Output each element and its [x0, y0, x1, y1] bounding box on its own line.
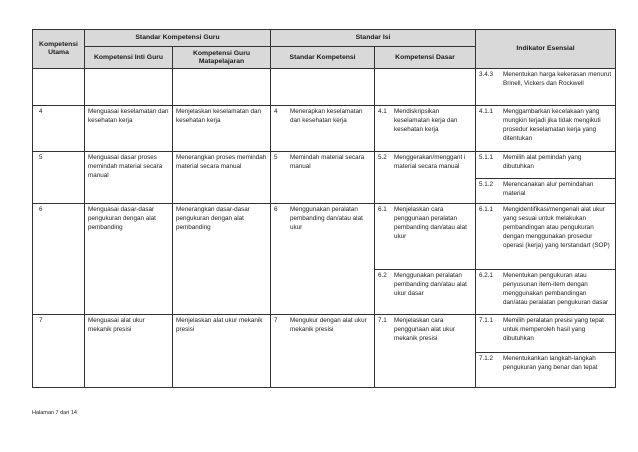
kompetensi-inti-cell: Menguasai dasar-dasar pengukuran dengan alat pembanding — [85, 204, 173, 315]
kompetensi-inti-cell: Menguasai keselamatan dan kesehatan kerja — [85, 106, 173, 152]
kompetensi-utama-cell: 7 — [33, 315, 85, 388]
table-row — [33, 106, 616, 152]
indikator-cell: 4.1.1 Menggambarkan kecelakaan yang mungkin terjadi jika tidak mengikuti prosedur keselamatan kerja yang ditentukan — [476, 106, 616, 152]
indikator-cell: 5.1.1 Memilih alat pemindah yang dibutuhkan — [476, 152, 616, 179]
standar-kompetensi-cell: 4 Menerapkan keselamatan dan kesehatan kerja — [271, 106, 375, 152]
kompetensi-utama-cell: 5 — [33, 152, 85, 204]
header-indikator-esensial: Indikator Esensial — [476, 30, 616, 69]
competency-table — [32, 29, 616, 388]
kompetensi-utama-cell: 6 — [33, 204, 85, 315]
standar-kompetensi-cell: 5 Memindah material secara manual — [271, 152, 375, 204]
kompetensi-mapel-cell: Menerangkan proses memindah material secara manual — [173, 152, 271, 204]
kompetensi-inti-cell: Menguasai dasar proses memindah material secara manual — [85, 152, 173, 204]
indikator-cell: 6.1.1 Mengidentifikasi/mengenali alat ukur yang sesuai untuk melakukan pembandingan atau pengukuran dengan menggunakan prosedur operasi (kerja) yang terstandart (SOP) — [476, 204, 616, 270]
indikator-cell: 7.1.2 Menentukankan langkah-langkah pengukuran yang benar dan tepat — [476, 353, 616, 388]
table-row — [33, 69, 616, 106]
kompetensi-inti-cell: Menguasai alat ukur mekanik presisi — [85, 315, 173, 388]
header-kompetensi-dasar: Kompetensi Dasar — [375, 47, 476, 69]
indikator-cell: 5.1.2 Merencanakan alur pemindahan material — [476, 179, 616, 204]
kompetensi-utama-cell: 4 — [33, 106, 85, 152]
indikator-cell: 3.4.3 Menentukan harga kekerasan menurut Brinell, Vickers dan Rockwell — [476, 69, 616, 106]
kompetensi-mapel-cell: Menjelaskan alat ukur mekanik presisi — [173, 315, 271, 388]
table-row — [33, 315, 616, 353]
header-standar-kompetensi-guru: Standar Kompetensi Guru — [85, 30, 271, 47]
kompetensi-dasar-cell: 7.1 Menjelaskan cara penggunaan alat ukur mekanik presisi — [375, 315, 476, 388]
header-standar-kompetensi: Standar Kompetensi — [271, 47, 375, 69]
standar-kompetensi-cell: 6 Menggunakan peralatan pembanding dan/atau alat ukur — [271, 204, 375, 315]
standar-kompetensi-cell: 7 Mengukur dengan alat ukur mekanik presisi — [271, 315, 375, 388]
kompetensi-mapel-cell: Menerangkan dasar-dasar pengukuran dengan alat pembanding — [173, 204, 271, 315]
indikator-cell: 6.2.1 Menentukan pengukuran atau penyusunan item-item dengan menggunakan pembandingan dan/atau peralatan pengukuran dasar — [476, 270, 616, 315]
table-row — [33, 152, 616, 179]
kompetensi-dasar-cell: 6.1 Menjelaskan cara penggunaan peralatan pembanding dan/atau alat ukur — [375, 204, 476, 270]
page-footer: Halaman 7 dari 14 — [32, 410, 77, 416]
kompetensi-mapel-cell: Menjelaskan keselamatan dan kesehatan kerja — [173, 106, 271, 152]
indikator-cell: 7.1.1 Memilih peralatan presisi yang tepat untuk memperoleh hasil yang dibutuhkan — [476, 315, 616, 353]
table-row — [33, 204, 616, 270]
header-standar-isi: Standar Isi — [271, 30, 476, 47]
header-kompetensi-inti: Kompetensi Inti Guru — [85, 47, 173, 69]
kompetensi-dasar-cell: 6.2 Menggunakan peralatan pembanding dan/atau alat ukur dasar — [375, 270, 476, 315]
header-kompetensi-utama: Kompetensi Utama — [33, 30, 85, 69]
header-kompetensi-mapel: Kompetensi Guru Matapelajaran — [173, 47, 271, 69]
kompetensi-dasar-cell: 5.2 Menggerakan/menggant i material secara manual — [375, 152, 476, 204]
kompetensi-dasar-cell: 4.1 Mendiskripsikan keselamatan kerja dan kesehatan kerja — [375, 106, 476, 152]
